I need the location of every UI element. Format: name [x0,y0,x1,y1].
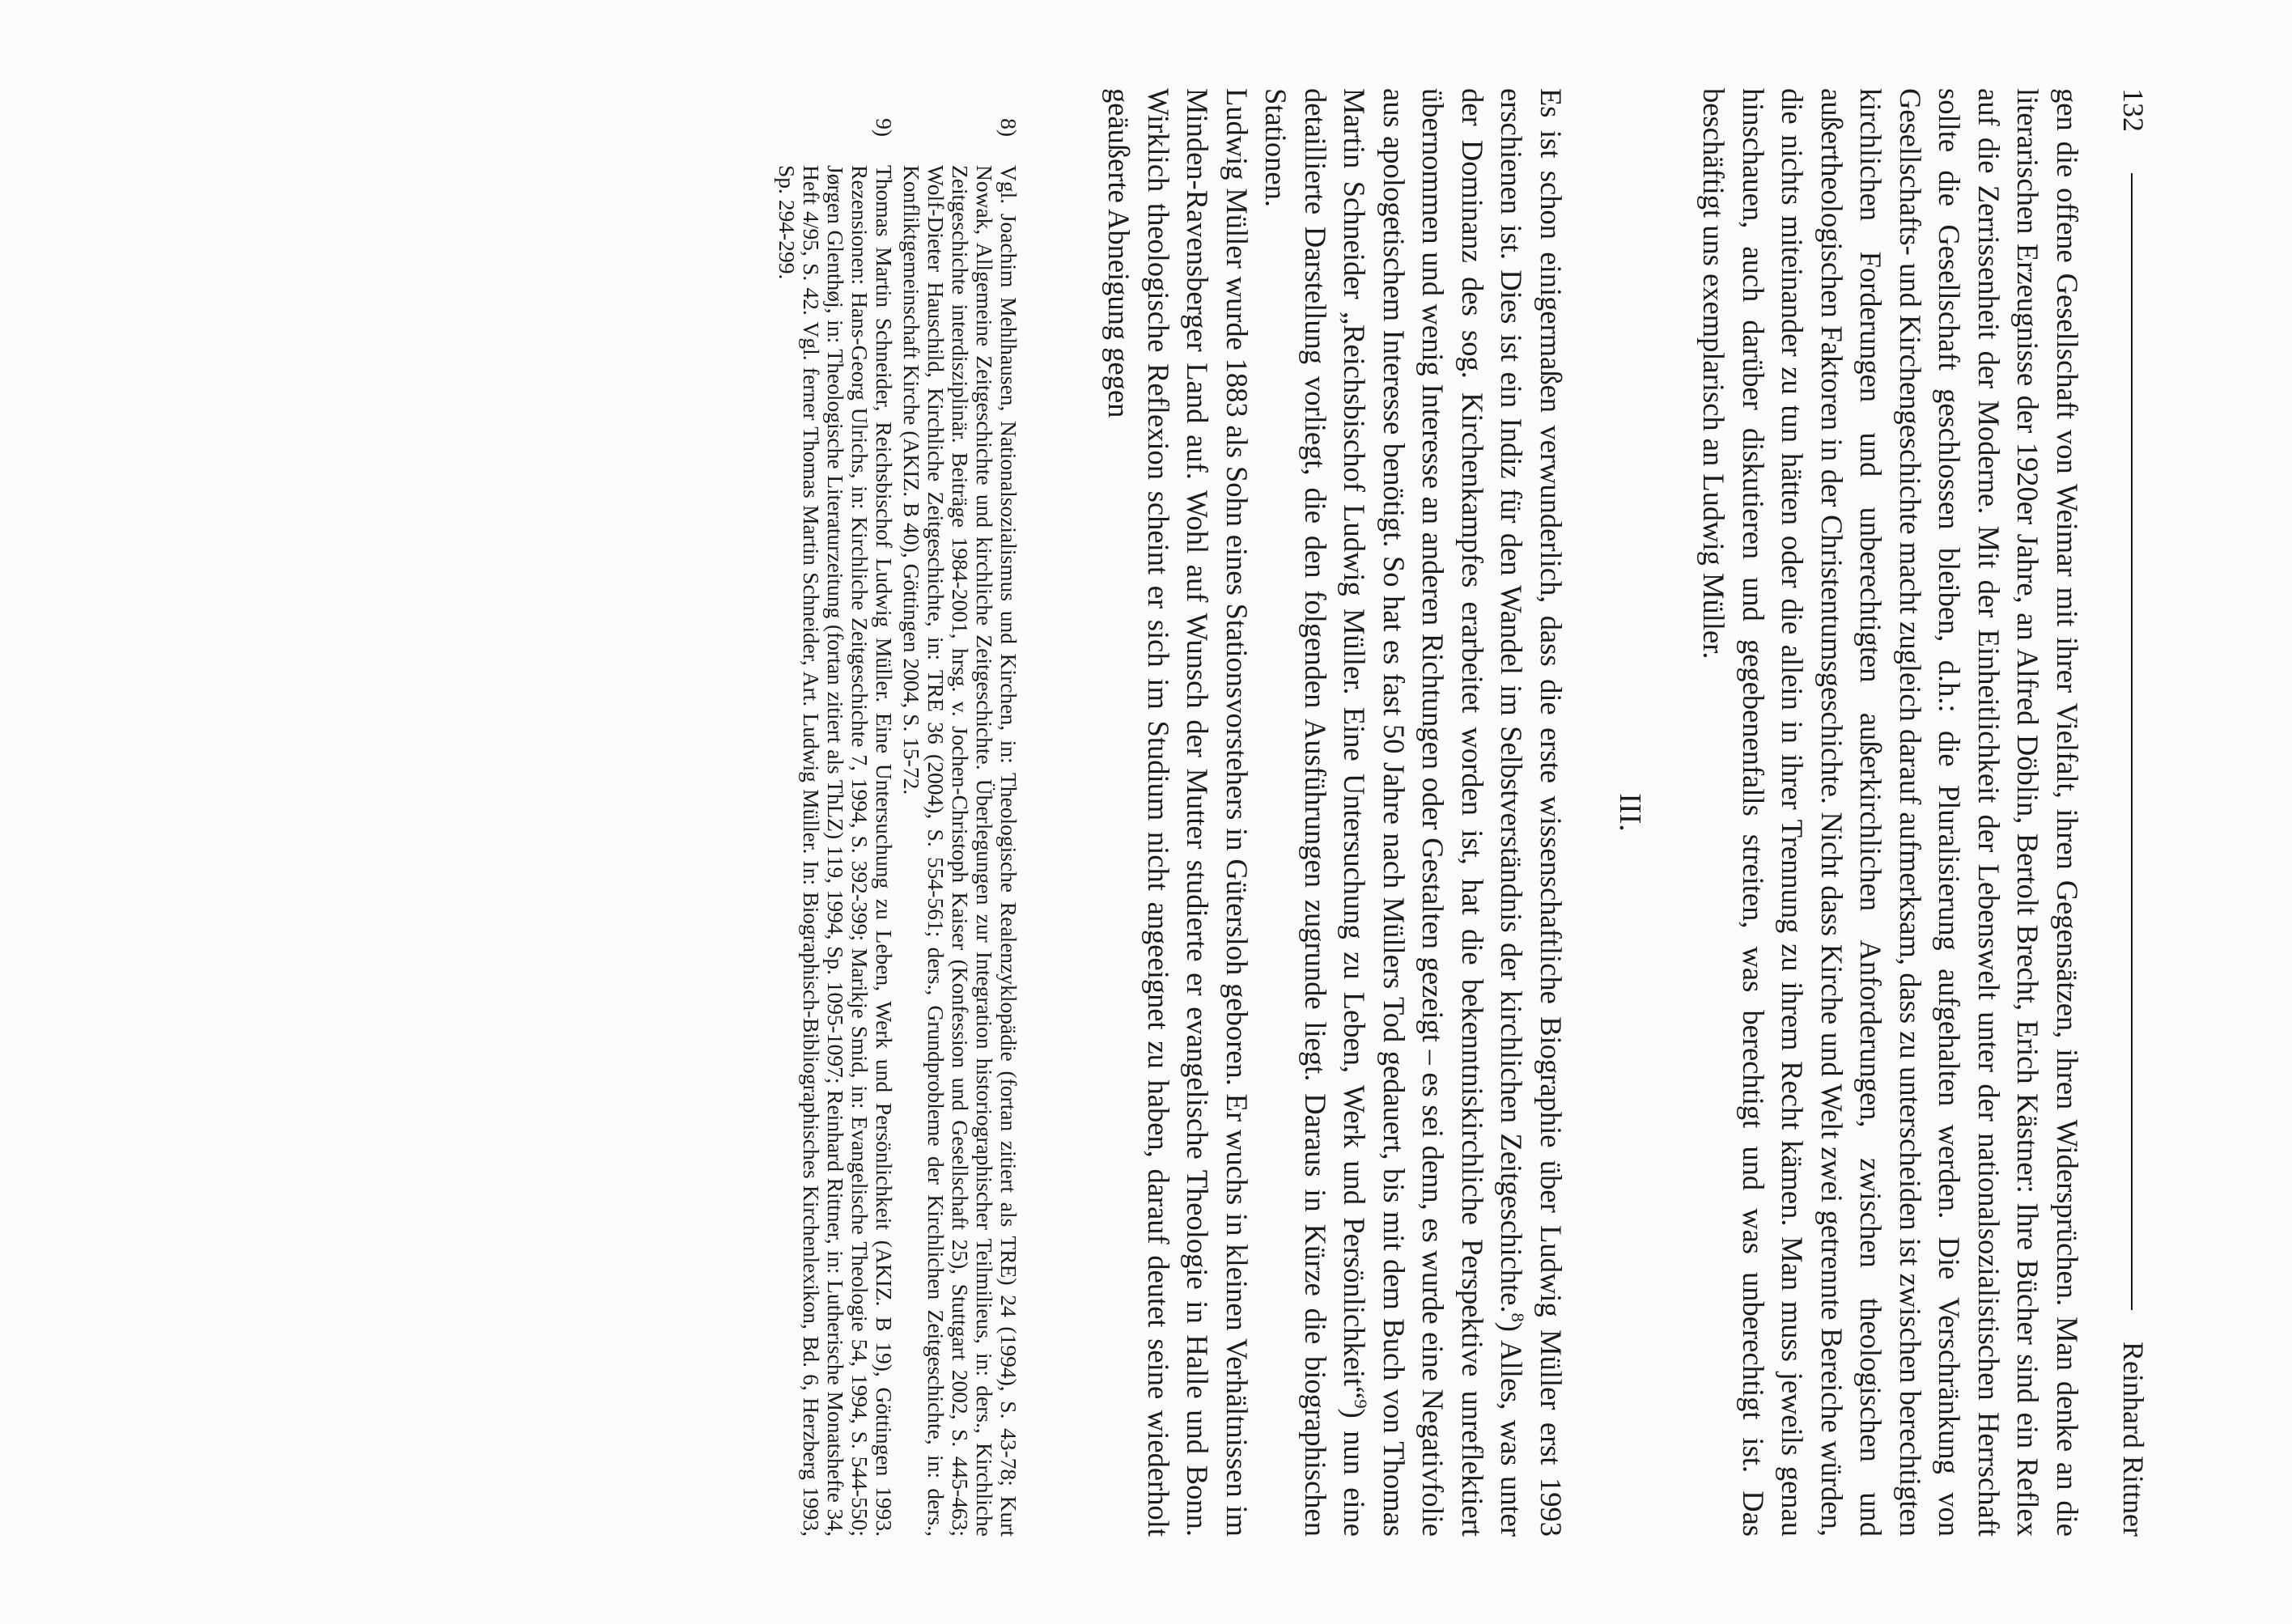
body-paragraph-life: Ludwig Müller wurde 1883 als Sohn eines Stationsvorstehers in Gütersloh geboren. Er wuchs in kleinen Verhältnissen im Minden-Ravensberger Land auf. Wohl auf Wunsch der Mutter studierte er evangelische Theologie in Halle und Bonn. Wirklich theologische Reflexion scheint er sich im Studium nicht angeeignet zu haben, darauf deutet seine wiederholt geäußerte Abneigung gegen [1102,88,1254,1537]
footnote-number: 9) [872,118,897,137]
footnote-text: Thomas Martin Schneider, Reichsbischof Ludwig Müller. Eine Untersuchung zu Leben, Werk und Persönlichkeit (AKIZ. B 19), Göttingen 1993. Rezensionen: Hans-Georg Ulrichs, in: Kirchliche Zeitgeschichte 7, 1994, S. 392-399; Marikje Smid, in: Evangelische Theologie 54, 1994, S. 544-550; Jørgen Glenthøj, in: Theologische Literaturzeitung (fortan zitiert als ThLZ) 119, 1994, Sp. 1095-1097; Reinhard Rittner, in: Lutherische Monatshefte 34, Heft 4/95, S. 42. Vgl. ferner Thomas Martin Schneider, Art. Ludwig Müller. In: Biographisch-Bibliographisches Kirchenlexikon, Bd. 6, Herzberg 1993, Sp. 294-299. [775,165,897,1537]
footnote-reference: 8 [1508,1312,1529,1322]
main-text [1099,88,2086,1537]
header-rule [2131,173,2133,1310]
body-paragraph-biography [1256,88,1570,1537]
section-heading: III. [1613,793,1647,832]
paragraph-text: Es ist schon einigermaßen verwunderlich, dass die erste wissenschaftliche Biographie über Ludwig Müller erst 1993 erschienen ist. Dies ist ein Indiz für den Wandel im Selbstverständnis der kirchlichen Zeitgeschichte. [1495,88,1568,1537]
footnotes [771,88,1021,1537]
footnote [775,88,896,1537]
footnote-reference: 9 [1351,1399,1372,1409]
page-number: 132 [2117,88,2150,132]
footnote-text: Vgl. Joachim Mehlhausen, Nationalsozialismus und Kirchen, in: Theologische Realenzyklopädie (fortan zitiert als TRE) 24 (1994), S. 43-78; Kurt Nowak, Allgemeine Zeitgeschichte und kirchliche Zeitgeschichte. Überlegungen zur Integration historiographischer Teilmilieus, in: ders., Kirchliche Zeitgeschichte interdisziplinär. Beiträge 1984-2001, hrsg. v. Jochen-Christoph Kaiser (Konfession und Gesellschaft 25), Stuttgart 2002, S. 445-463; Wolf-Dieter Hauschild, Kirchliche Zeitgeschichte, in: TRE 36 (2004), S. 554-561; ders., Grundprobleme der Kirchlichen Zeitgeschichte, in: ders., Konfliktgemeinschaft Kirche (AKIZ. B 40), Göttingen 2004, S. 15-72. [899,165,1021,1537]
paragraph-text: ) nun eine detaillierte Darstellung vorliegt, die den folgenden Ausführungen zugrunde liegt. Daraus in Kürze die biographischen Stationen. [1259,88,1372,1537]
running-head-author: Reinhard Rittner [2117,1342,2150,1537]
book-page [134,88,2158,1537]
paragraph-text: ) Alles, was unter der Dominanz des sog. Kirchenkampfes erarbeitet worden ist, hat die bekenntniskirchliche Perspektive unreflektiert übernommen und wenig Interesse an anderen Richtungen oder Gestalten gezeigt – es sei denn, es wurde eine Negativfolie aus apologetischem Interesse benötigt. So hat es fast 50 Jahre nach Müllers Tod gedauert, bis mit dem Buch von Thomas Martin Schneider „Reichsbischof Ludwig Müller. Eine Untersuchung zu Leben, Werk und Persönlichkeit“ [1338,88,1529,1537]
footnote-number: 8) [996,118,1021,137]
body-paragraph-continued: gen die offene Gesellschaft von Weimar mit ihrer Vielfalt, ihren Gegensätzen, ihren Widersprüchen. Man denke an die literarischen Erzeugnisse der 1920er Jahre, an Alfred Döblin, Bertolt Brecht, Erich Kästner: Ihre Bücher sind ein Reflex auf die Zerrissenheit der Moderne. Mit der Einheitlichkeit der Lebenswelt unter der nationalsozialistischen Herrschaft sollte die Gesellschaft geschlossen bleiben, d.h.: die Pluralisierung aufgehalten werden. Die Verschränkung von Gesellschafts- und Kirchengeschichte macht zugleich darauf aufmerksam, dass zu unterscheiden ist zwischen berechtigten kirchlichen Forderungen und unberechtigten außerkirchlichen Anforderungen, zwischen theologischen und außertheologischen Faktoren in der Christentumsgeschichte. Nicht dass Kirche und Welt zwei getrennte Bereiche würden, die nichts miteinander zu tun hätten oder die allein in ihrer Trennung zu ihrem Recht kämen. Man muss jeweils genau hinschauen, auch darüber diskutieren und gegebenenfalls streiten, was berechtigt und was unberechtigt ist. Das beschäftigt uns exemplarisch an Ludwig Müller. [1697,88,2084,1537]
footnote [899,88,1021,1537]
running-header [2109,88,2158,1537]
